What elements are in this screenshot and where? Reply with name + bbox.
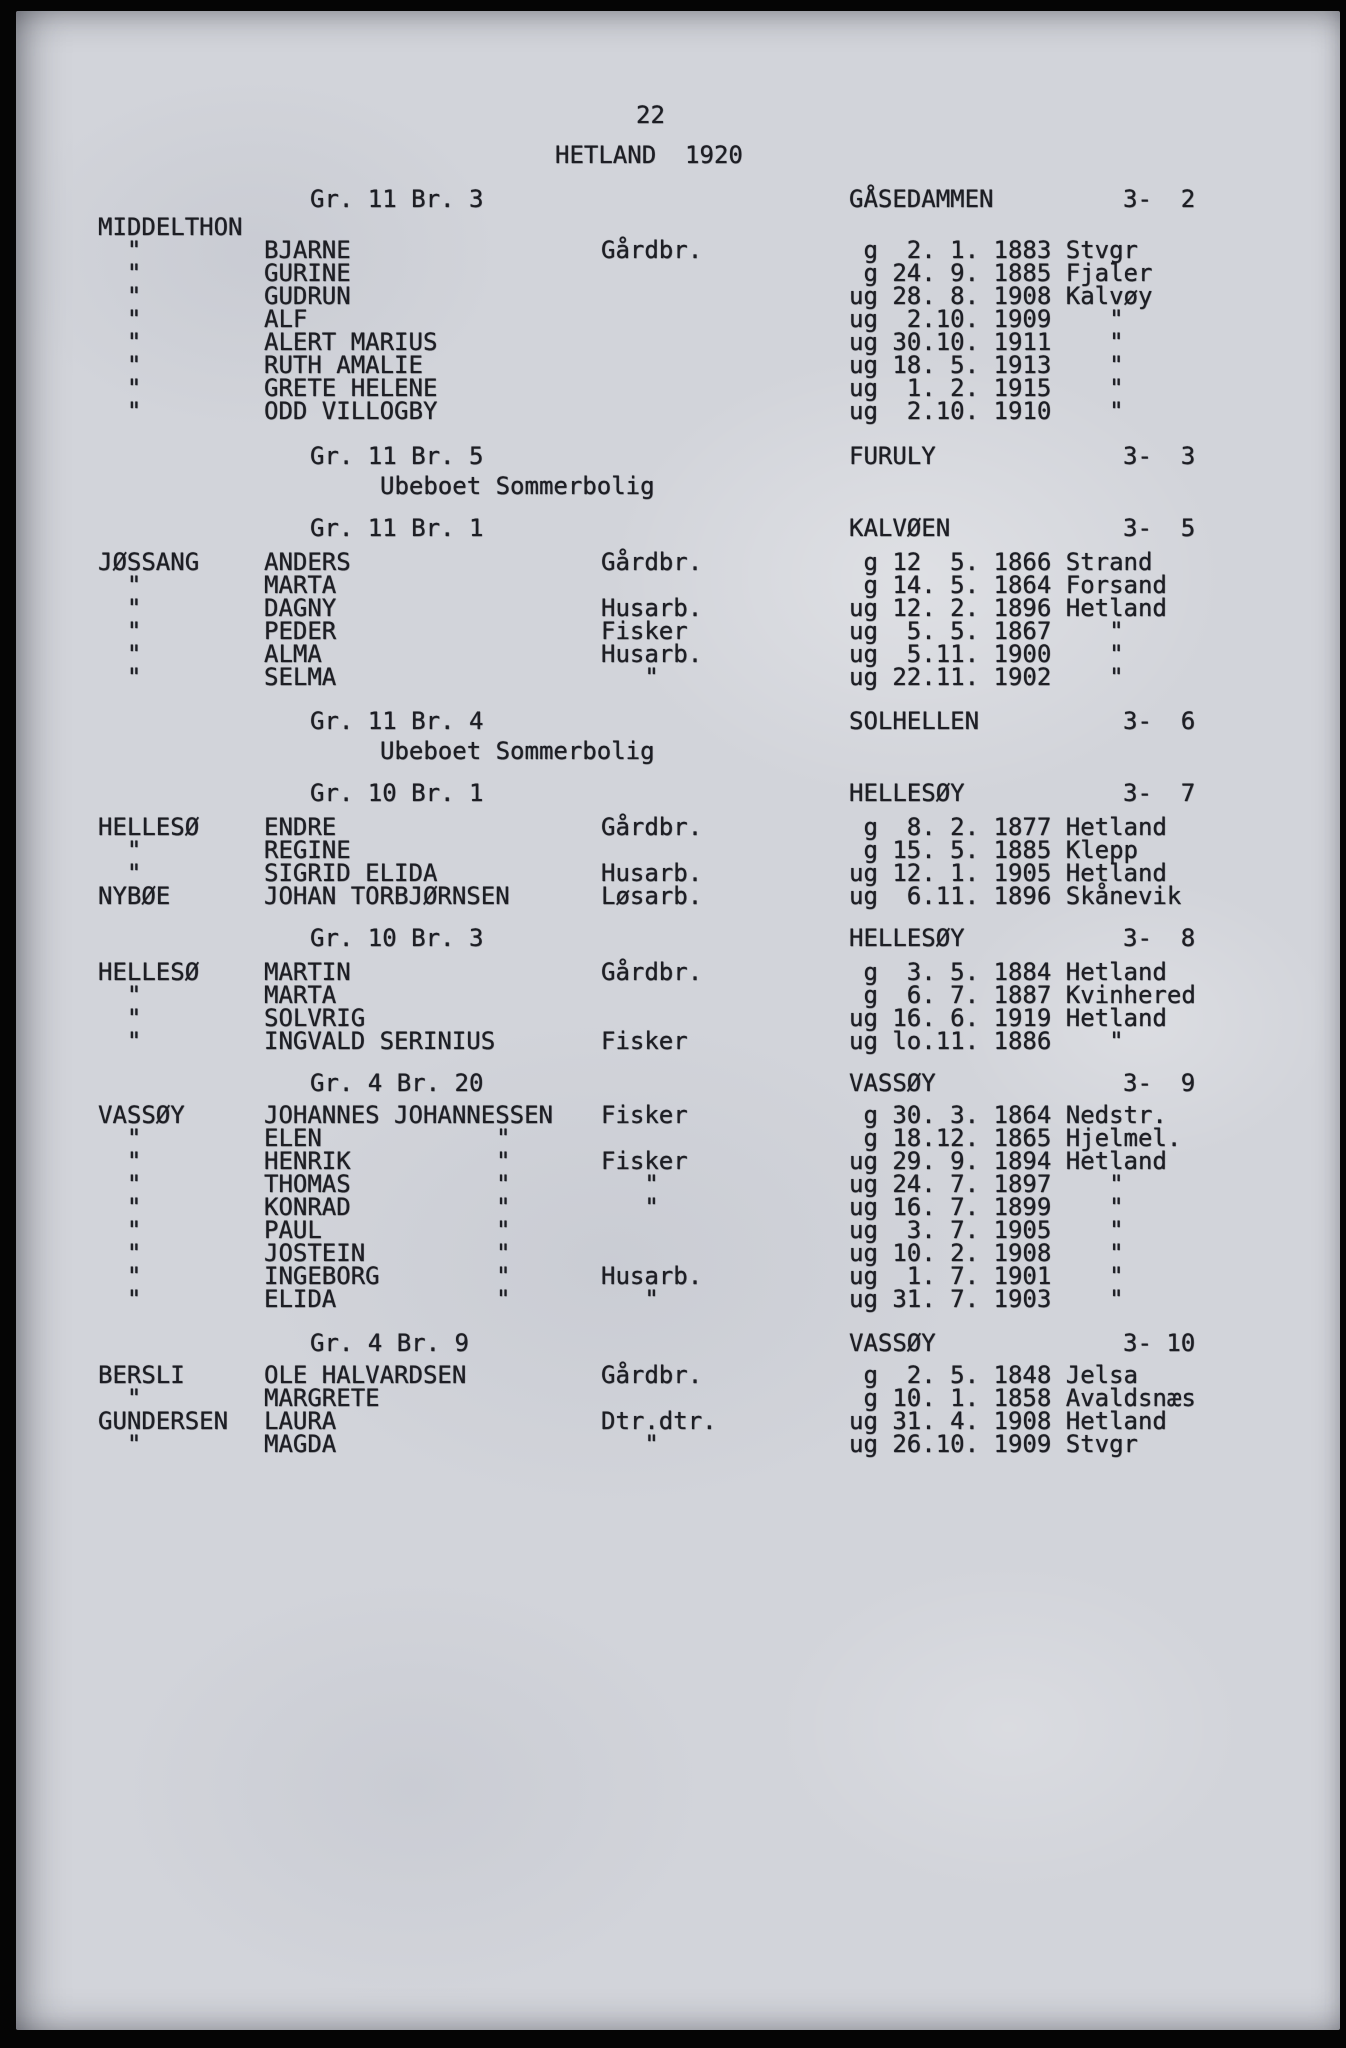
given-name-cell: MAGDA [264, 1430, 337, 1458]
surname-cell: " [98, 1285, 142, 1313]
gr-br-label: Gr. 4 Br. 9 [310, 1329, 469, 1357]
given-name-cell: REGINE [264, 836, 351, 864]
birth-info-cell: g 3. 5. 1884 Hetland [849, 958, 1167, 986]
gr-br-label: Gr. 11 Br. 1 [310, 514, 484, 542]
patronymic-ditto: " [496, 1216, 511, 1244]
person-row [16, 882, 1340, 910]
occupation-cell: Dtr.dtr. [601, 1407, 717, 1435]
surname-cell: " [98, 1147, 142, 1175]
person-row [16, 640, 1340, 668]
person-row [16, 813, 1340, 841]
birth-info-cell: g 10. 1. 1858 Avaldsnæs [849, 1384, 1196, 1412]
gr-br-label: Gr. 10 Br. 3 [310, 924, 484, 952]
given-name-cell: JOHANNES JOHANNESSEN [264, 1101, 553, 1129]
given-name-cell: JOHAN TORBJØRNSEN [264, 882, 510, 910]
place-name: KALVØEN [849, 514, 951, 542]
occupation-cell: " [601, 1285, 659, 1313]
given-name-cell: ELIDA [264, 1285, 337, 1313]
page-title: HETLAND 1920 [555, 141, 743, 169]
surname-cell: " [98, 397, 142, 425]
surname-cell: BERSLI [98, 1361, 185, 1389]
given-name-cell: JOSTEIN [264, 1239, 366, 1267]
birth-info-cell: ug 16. 7. 1899 " [849, 1193, 1124, 1221]
given-name-cell: KONRAD [264, 1193, 351, 1221]
place-name: VASSØY [849, 1329, 936, 1357]
person-row [16, 328, 1340, 356]
birth-info-cell: ug 1. 2. 1915 " [849, 374, 1124, 402]
occupation-cell: Husarb. [601, 594, 703, 622]
occupation-cell: Fisker [601, 617, 688, 645]
given-name-cell: ENDRE [264, 813, 337, 841]
birth-info-cell: g 18.12. 1865 Hjelmel. [849, 1124, 1182, 1152]
person-row [16, 1027, 1340, 1055]
given-name-cell: MARTA [264, 981, 337, 1009]
surname-cell: " [98, 1384, 142, 1412]
given-name-cell: GURINE [264, 259, 351, 287]
person-row [16, 1193, 1340, 1221]
given-name-cell: BJARNE [264, 236, 351, 264]
birth-info-cell: ug 10. 2. 1908 " [849, 1239, 1124, 1267]
place-name: GÅSEDAMMEN [849, 185, 994, 213]
occupation-cell: Fisker [601, 1027, 688, 1055]
given-name-cell: ANDERS [264, 548, 351, 576]
household-code: 3- 5 [1123, 514, 1196, 542]
occupation-cell: Husarb. [601, 640, 703, 668]
surname-cell: " [98, 328, 142, 356]
surname-cell: " [98, 236, 142, 264]
surname-cell: HELLESØ [98, 958, 200, 986]
person-row [16, 351, 1340, 379]
surname-cell: " [98, 1430, 142, 1458]
occupation-cell: Gårdbr. [601, 236, 703, 264]
birth-info-cell: g 2. 1. 1883 Stvgr [849, 236, 1138, 264]
household-code: 3- 8 [1123, 924, 1196, 952]
household-code: 3- 3 [1123, 442, 1196, 470]
surname-cell: " [98, 594, 142, 622]
birth-info-cell: ug 12. 1. 1905 Hetland [849, 859, 1167, 887]
surname-cell: VASSØY [98, 1101, 185, 1129]
patronymic-ditto: " [496, 1147, 511, 1175]
given-name-cell: MARGRETE [264, 1384, 380, 1412]
place-name: SOLHELLEN [849, 707, 980, 735]
surname-cell: " [98, 1170, 142, 1198]
given-name-cell: THOMAS [264, 1170, 351, 1198]
birth-info-cell: g 30. 3. 1864 Nedstr. [849, 1101, 1167, 1129]
birth-info-cell: g 2. 5. 1848 Jelsa [849, 1361, 1138, 1389]
person-row [16, 282, 1340, 310]
surname-cell: " [98, 571, 142, 599]
surname-cell: " [98, 1004, 142, 1032]
surname-cell: " [98, 617, 142, 645]
gr-br-label: Gr. 11 Br. 5 [310, 442, 484, 470]
given-name-cell: PEDER [264, 617, 337, 645]
household-code: 3- 10 [1123, 1329, 1196, 1357]
occupation-cell: Gårdbr. [601, 813, 703, 841]
surname-cell: GUNDERSEN [98, 1407, 229, 1435]
given-name-cell: GRETE HELENE [264, 374, 438, 402]
place-name: VASSØY [849, 1069, 936, 1097]
birth-info-cell: ug 2.10. 1909 " [849, 305, 1124, 333]
given-name-cell: PAUL [264, 1216, 322, 1244]
surname-cell: " [98, 1239, 142, 1267]
given-name-cell: LAURA [264, 1407, 337, 1435]
surname-cell: JØSSANG [98, 548, 200, 576]
occupation-cell: Gårdbr. [601, 548, 703, 576]
occupation-cell: Løsarb. [601, 882, 703, 910]
surname-cell: NYBØE [98, 882, 171, 910]
given-name-cell: MARTA [264, 571, 337, 599]
person-row [16, 1170, 1340, 1198]
person-row [16, 374, 1340, 402]
gr-br-label: Gr. 10 Br. 1 [310, 779, 484, 807]
surname-cell: " [98, 282, 142, 310]
given-name-cell: ALF [264, 305, 308, 333]
surname-cell: " [98, 640, 142, 668]
occupation-cell: " [601, 1193, 659, 1221]
surname-cell: " [98, 374, 142, 402]
household-code: 3- 7 [1123, 779, 1196, 807]
household-code: 3- 6 [1123, 707, 1196, 735]
surname-cell: " [98, 305, 142, 333]
birth-info-cell: ug 29. 9. 1894 Hetland [849, 1147, 1167, 1175]
surname-cell: " [98, 859, 142, 887]
surname-cell: " [98, 1124, 142, 1152]
place-name: HELLESØY [849, 779, 965, 807]
occupation-cell: Gårdbr. [601, 958, 703, 986]
surname-cell: HELLESØ [98, 813, 200, 841]
birth-info-cell: ug 22.11. 1902 " [849, 663, 1124, 691]
person-row [16, 663, 1340, 691]
birth-info-cell: ug 12. 2. 1896 Hetland [849, 594, 1167, 622]
person-row [16, 1147, 1340, 1175]
given-name-cell: INGEBORG [264, 1262, 380, 1290]
person-row [16, 397, 1340, 425]
patronymic-ditto: " [496, 1124, 511, 1152]
given-name-cell: OLE HALVARDSEN [264, 1361, 467, 1389]
birth-info-cell: ug 16. 6. 1919 Hetland [849, 1004, 1167, 1032]
paper-sheet [16, 11, 1340, 2030]
birth-info-cell: ug 30.10. 1911 " [849, 328, 1124, 356]
birth-info-cell: g 15. 5. 1885 Klepp [849, 836, 1138, 864]
birth-info-cell: ug 28. 8. 1908 Kalvøy [849, 282, 1153, 310]
occupation-cell: Husarb. [601, 1262, 703, 1290]
birth-info-cell: ug 5. 5. 1867 " [849, 617, 1124, 645]
birth-info-cell: ug 6.11. 1896 Skånevik [849, 882, 1182, 910]
given-name-cell: SIGRID ELIDA [264, 859, 438, 887]
uninhabited-note: Ubeboet Sommerbolig [380, 472, 655, 500]
occupation-cell: " [601, 1170, 659, 1198]
patronymic-ditto: " [496, 1170, 511, 1198]
surname-cell: MIDDELTHON [98, 213, 243, 241]
person-row [16, 1262, 1340, 1290]
surname-cell: " [98, 663, 142, 691]
given-name-cell: ODD VILLOGBY [264, 397, 438, 425]
given-name-cell: ELEN [264, 1124, 322, 1152]
given-name-cell: MARTIN [264, 958, 351, 986]
birth-info-cell: ug 3. 7. 1905 " [849, 1216, 1124, 1244]
birth-info-cell: ug 31. 7. 1903 " [849, 1285, 1124, 1313]
birth-info-cell: ug 31. 4. 1908 Hetland [849, 1407, 1167, 1435]
person-row [16, 1430, 1340, 1458]
birth-info-cell: g 6. 7. 1887 Kvinhered [849, 981, 1196, 1009]
surname-cell: " [98, 351, 142, 379]
birth-info-cell: ug 5.11. 1900 " [849, 640, 1124, 668]
birth-info-cell: ug 18. 5. 1913 " [849, 351, 1124, 379]
surname-cell: " [98, 1193, 142, 1221]
birth-info-cell: ug 2.10. 1910 " [849, 397, 1124, 425]
surname-cell: " [98, 1262, 142, 1290]
birth-info-cell: ug lo.11. 1886 " [849, 1027, 1124, 1055]
household-code: 3- 2 [1123, 185, 1196, 213]
surname-cell: " [98, 836, 142, 864]
birth-info-cell: g 24. 9. 1885 Fjaler [849, 259, 1153, 287]
patronymic-ditto: " [496, 1193, 511, 1221]
given-name-cell: ALMA [264, 640, 322, 668]
given-name-cell: SOLVRIG [264, 1004, 366, 1032]
patronymic-ditto: " [496, 1262, 511, 1290]
occupation-cell: Fisker [601, 1101, 688, 1129]
occupation-cell: " [601, 1430, 659, 1458]
uninhabited-note: Ubeboet Sommerbolig [380, 737, 655, 765]
birth-info-cell: g 12 5. 1866 Strand [849, 548, 1153, 576]
birth-info-cell: g 8. 2. 1877 Hetland [849, 813, 1167, 841]
patronymic-ditto: " [496, 1239, 511, 1267]
place-name: FURULY [849, 442, 936, 470]
page-number: 22 [636, 101, 665, 129]
household-code: 3- 9 [1123, 1069, 1196, 1097]
person-row [16, 1216, 1340, 1244]
birth-info-cell: g 14. 5. 1864 Forsand [849, 571, 1167, 599]
given-name-cell: DAGNY [264, 594, 337, 622]
patronymic-ditto: " [496, 1285, 511, 1313]
birth-info-cell: ug 1. 7. 1901 " [849, 1262, 1124, 1290]
given-name-cell: RUTH AMALIE [264, 351, 423, 379]
birth-info-cell: ug 24. 7. 1897 " [849, 1170, 1124, 1198]
gr-br-label: Gr. 11 Br. 4 [310, 707, 484, 735]
given-name-cell: GUDRUN [264, 282, 351, 310]
person-row [16, 305, 1340, 333]
birth-info-cell: ug 26.10. 1909 Stvgr [849, 1430, 1138, 1458]
gr-br-label: Gr. 11 Br. 3 [310, 185, 484, 213]
person-row [16, 1285, 1340, 1313]
surname-cell: " [98, 1027, 142, 1055]
given-name-cell: HENRIK [264, 1147, 351, 1175]
surname-cell: " [98, 1216, 142, 1244]
occupation-cell: Fisker [601, 1147, 688, 1175]
gr-br-label: Gr. 4 Br. 20 [310, 1069, 484, 1097]
surname-cell: " [98, 981, 142, 1009]
surname-cell: " [98, 259, 142, 287]
occupation-cell: " [601, 663, 659, 691]
place-name: HELLESØY [849, 924, 965, 952]
person-row [16, 1407, 1340, 1435]
given-name-cell: SELMA [264, 663, 337, 691]
given-name-cell: INGVALD SERINIUS [264, 1027, 496, 1055]
occupation-cell: Gårdbr. [601, 1361, 703, 1389]
occupation-cell: Husarb. [601, 859, 703, 887]
given-name-cell: ALERT MARIUS [264, 328, 438, 356]
